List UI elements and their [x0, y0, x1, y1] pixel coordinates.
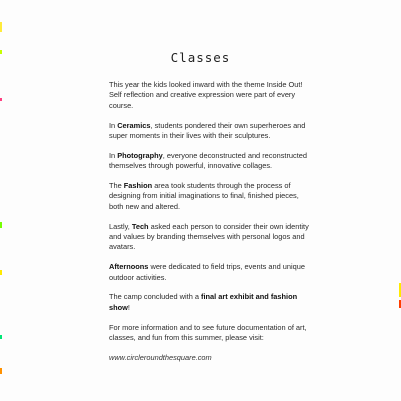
left-edge-mark-1: [0, 22, 2, 32]
paragraph-fashion: The Fashion area took students through the process of designing from initial imaginations to final, finished pieces, both new and altered.: [109, 181, 299, 211]
paragraph-more-info: For more information and to see future documentation of art, classes, and fun from this summer, please visit:: [109, 322, 307, 343]
website-link[interactable]: www.circleroundthesquare.com: [109, 352, 212, 362]
left-edge-mark-3: [0, 98, 2, 101]
page-title: Classes: [170, 50, 231, 65]
bold-final-exhibit: final art exhibit and fashion show: [109, 292, 298, 312]
bold-tech: Tech: [131, 221, 149, 231]
paragraph-photography: In Photography, everyone deconstructed and reconstructed themselves through powerful, innovative collages.: [109, 150, 308, 171]
paragraph-afternoons: Afternoons were dedicated to field trips, events and unique outdoor activities.: [109, 262, 305, 282]
bold-fashion: Fashion: [123, 181, 153, 191]
bold-afternoons: Afternoons: [109, 262, 149, 272]
paragraph-intro: This year the kids looked inward with the theme Inside Out! Self reflection and creative expression were part of every course.: [109, 80, 303, 110]
left-edge-mark-6: [0, 335, 2, 339]
paragraph-tech: Lastly, Tech asked each person to consider their own identity and values by branding themselves with personal logos and avatars.: [109, 221, 309, 252]
left-edge-mark-7: [0, 368, 2, 374]
paragraph-ceramics: In Ceramics, students pondered their own superheroes and super moments in their lives with their sculptures.: [109, 120, 306, 141]
body-text: [109, 80, 309, 373]
paragraph-conclusion: The camp concluded with a final art exhibit and fashion show!: [109, 292, 298, 312]
left-edge-mark-5: [0, 270, 2, 275]
bold-photography: Photography: [117, 150, 163, 160]
left-edge-mark-4: [0, 222, 2, 228]
bold-ceramics: Ceramics: [117, 120, 151, 130]
